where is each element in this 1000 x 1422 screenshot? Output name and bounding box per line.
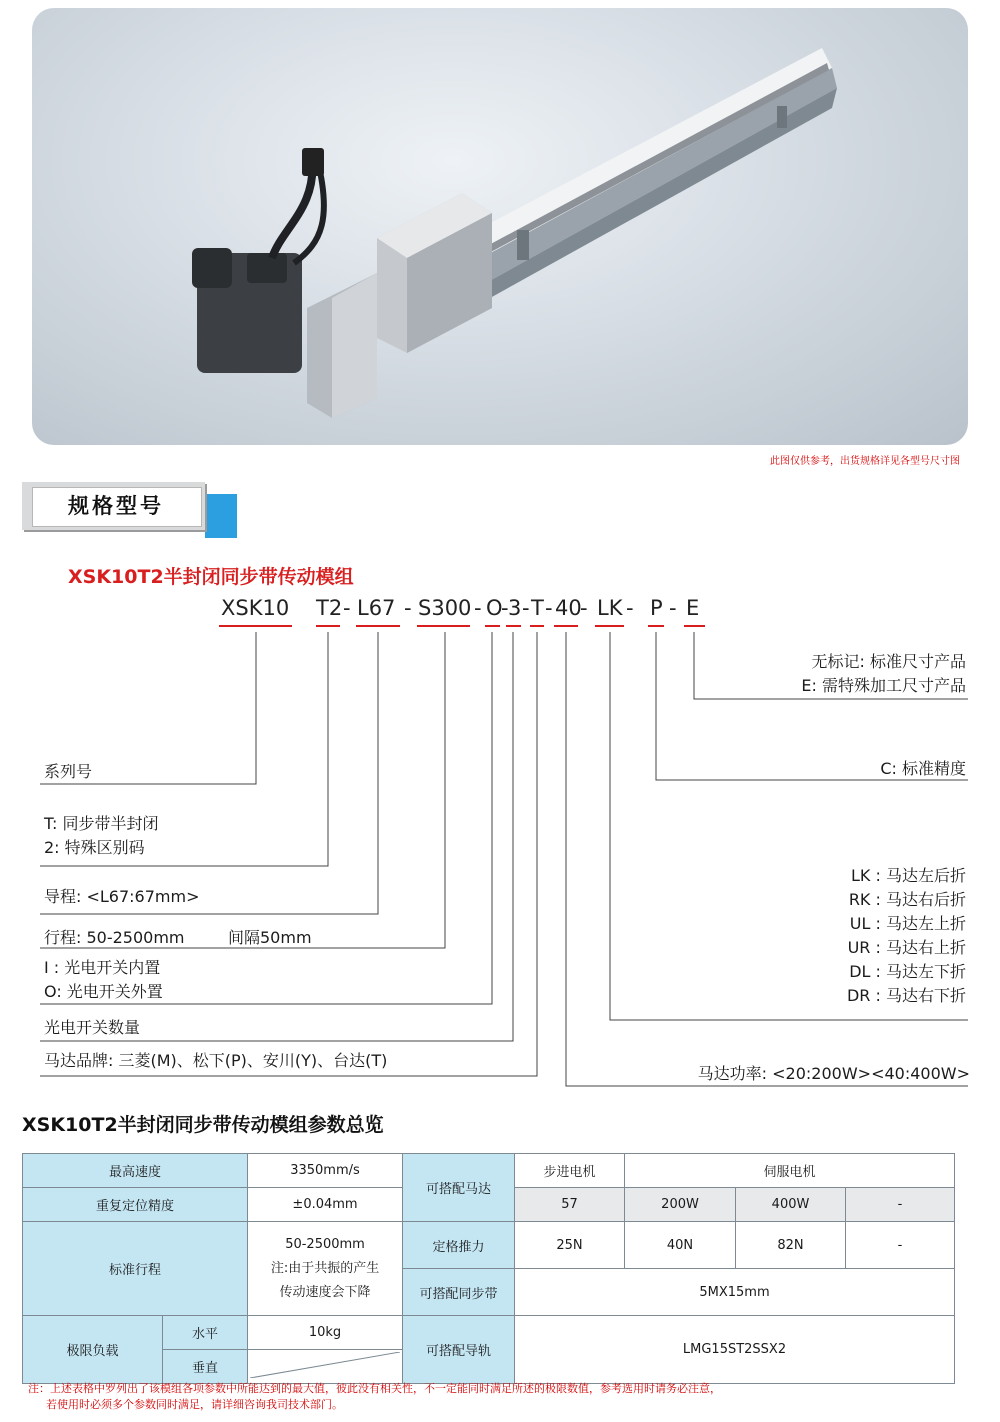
diagonal-slash	[250, 1352, 400, 1378]
code-dash: -	[669, 596, 677, 620]
label-lead: 导程: <L67:67mm>	[44, 887, 200, 906]
label-sensor-internal: I : 光电开关内置	[44, 958, 161, 977]
disclaimer-note: 此图仅供参考，出货规格详见各型号尺寸图	[770, 456, 960, 467]
label-motor-power: 马达功率: <20:200W><40:400W>	[697, 1064, 970, 1083]
cell-repeat: ±0.04mm	[248, 1188, 403, 1222]
fold-list	[800, 864, 966, 1008]
section-title: 规格型号	[68, 494, 164, 518]
cell-t40: 40N	[625, 1222, 736, 1269]
cell-dash: -	[846, 1188, 955, 1222]
cell-motor-label: 可搭配马达	[403, 1154, 515, 1222]
code-precision: P	[650, 596, 663, 620]
code-power: 40	[555, 596, 582, 620]
parameter-table	[22, 1153, 955, 1384]
label-sensor-external: O: 光电开关外置	[44, 982, 163, 1001]
cell-max-speed: 3350mm/s	[248, 1154, 403, 1188]
code-fold: LK	[597, 596, 623, 620]
cell-belt: 5MX15mm	[515, 1269, 955, 1316]
cell-vertical: 垂直	[163, 1350, 248, 1384]
stroke-note-1: 注:由于共振的产生	[270, 1260, 380, 1276]
cell-guide-label: 可搭配导轨	[403, 1316, 515, 1384]
stroke-range: 50-2500mm	[285, 1236, 365, 1252]
label-sensor-qty: 光电开关数量	[44, 1018, 141, 1037]
table-row	[23, 1316, 955, 1350]
fold-item: DL : 马达左下折	[849, 962, 966, 981]
label-type-2: 2: 特殊区别码	[44, 838, 145, 857]
code-dash: -	[522, 596, 530, 620]
code-dash: -	[545, 596, 553, 620]
code-type: T2	[316, 596, 343, 620]
code-dash: -	[404, 596, 412, 620]
code-dash: -	[474, 596, 482, 620]
code-lead: L67	[357, 596, 396, 620]
cell-stepper: 步进电机	[515, 1154, 625, 1188]
cell-servo: 伺服电机	[625, 1154, 955, 1188]
cell-m57: 57	[515, 1188, 625, 1222]
label-motor-brand: 马达品牌: 三菱(M)、松下(P)、安川(Y)、台达(T)	[44, 1051, 388, 1070]
fold-item: DR : 马达右下折	[846, 986, 966, 1005]
model-title: XSK10T2半封闭同步带传动模组	[68, 566, 354, 588]
cell-load-h: 10kg	[248, 1316, 403, 1350]
label-series: 系列号	[44, 762, 93, 781]
table-title: XSK10T2半封闭同步带传动模组参数总览	[22, 1114, 384, 1136]
code-dash: -	[343, 596, 351, 620]
footnote-line-2: 若使用时必须多个参数同时满足，请详细咨询我司技术部门。	[46, 1398, 343, 1411]
code-motor-brand: T	[531, 596, 544, 620]
code-stroke: S300	[418, 596, 472, 620]
table-row	[23, 1222, 955, 1269]
cell-m200: 200W	[625, 1188, 736, 1222]
cell-m400: 400W	[736, 1188, 846, 1222]
fold-item: UR : 马达右上折	[847, 938, 966, 957]
cell-load-label: 极限负载	[23, 1316, 163, 1384]
label-stroke: 行程: 50-2500mm	[44, 928, 185, 947]
cell-guide: LMG15ST2SSX2	[515, 1316, 955, 1384]
fold-item: RK : 马达右后折	[848, 890, 966, 909]
code-sensor-qty: 3	[508, 596, 522, 620]
label-no-mark: 无标记: 标准尺寸产品	[811, 652, 966, 671]
label-stroke-interval: 间隔50mm	[228, 928, 312, 947]
cell-stroke	[248, 1222, 403, 1316]
cell-thrust-label: 定格推力	[403, 1222, 515, 1269]
fold-item: UL : 马达左上折	[849, 914, 966, 933]
label-type-t: T: 同步带半封闭	[44, 814, 159, 833]
label-e-mark: E: 需特殊加工尺寸产品	[801, 676, 966, 695]
code-series: XSK10	[221, 596, 290, 620]
cell-load-v	[248, 1350, 403, 1384]
cell-belt-label: 可搭配同步带	[403, 1269, 515, 1316]
cell-t82: 82N	[736, 1222, 846, 1269]
table-row	[23, 1154, 955, 1188]
stroke-note-2: 传动速度会下降	[279, 1284, 371, 1300]
code-dash: -	[501, 596, 509, 620]
cell-dash: -	[846, 1222, 955, 1269]
cell-t25: 25N	[515, 1222, 625, 1269]
cell-horizontal: 水平	[163, 1316, 248, 1350]
code-size: E	[686, 596, 700, 620]
footnote-line-1: 注：上述表格中罗列出了该模组各项参数中所能达到的最大值，彼此没有相关性，不一定能同时满足所述的极限数值，参考选用时请务必注意，	[28, 1382, 721, 1395]
code-dash: -	[580, 596, 588, 620]
cell-repeat-label: 重复定位精度	[23, 1188, 248, 1222]
cell-max-speed-label: 最高速度	[23, 1154, 248, 1188]
fold-item: LK : 马达左后折	[851, 866, 966, 885]
cell-stroke-label: 标准行程	[23, 1222, 248, 1316]
label-precision: C: 标准精度	[880, 759, 966, 778]
code-dash: -	[626, 596, 634, 620]
code-sensor: O	[486, 596, 503, 620]
